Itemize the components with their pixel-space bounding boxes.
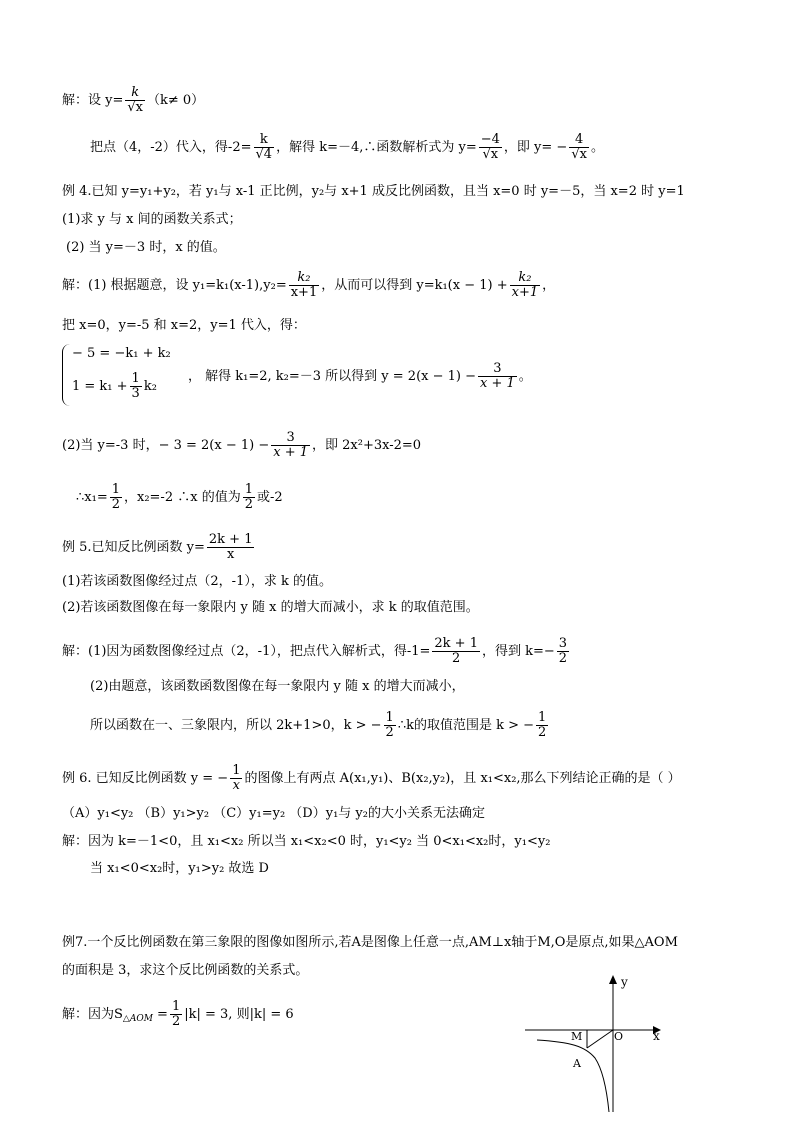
- fraction: $\frac{1}{3}$: [131, 371, 140, 401]
- fraction: $\frac{3}{x + 1}$: [480, 361, 515, 391]
- ex5-solution-2: (2)由题意，该函数函数图像在每一象限内 y 随 x 的增大而减小，: [90, 679, 465, 694]
- ex5-solution-3: 所以函数在一、三象限内，所以 2k+1>0，k > − $\frac{1}{2}$ ∴k的取值范围是 k > − $\frac{1}{2}$: [90, 710, 547, 740]
- ex6-solution-2: 当 x₁<0<x₂时，y₁>y₂ 故选 D: [90, 861, 269, 876]
- line-1: 解：设 y= $\frac{k}{√x}$ （k≠ 0）: [62, 85, 205, 115]
- ex4-q2: (2) 当 y=－3 时，x 的值。: [66, 240, 226, 255]
- fraction: $\frac{k}{√x}$: [127, 85, 143, 115]
- ex5-title: 例 5.已知反比例函数 y= $\frac{2k + 1}{x}$: [62, 532, 253, 562]
- ex4-solution-4: (2)当 y=-3 时，− 3 = 2(x − 1) − $\frac{3}{x + 1}$ ，即 2x²+3x-2=0: [62, 430, 422, 460]
- fraction: $\frac{k}{√4}$: [255, 132, 273, 162]
- y-axis-arrow: [609, 975, 617, 984]
- fraction: $\frac{2k + 1}{2}$: [434, 636, 478, 666]
- hyperbola-curve: [537, 1040, 609, 1112]
- fraction: $\frac{1}{2}$: [385, 710, 394, 740]
- fraction: $\frac{1}{2}$: [171, 999, 181, 1029]
- fraction: $\frac{1}{x}$: [232, 763, 241, 793]
- ex4-solution-2: 把 x=0，y=-5 和 x=2，y=1 代入，得：: [62, 318, 306, 333]
- point-m-label: M: [571, 1030, 583, 1043]
- ex4-q1: (1)求 y 与 x 间的函数关系式；: [62, 212, 242, 227]
- fraction: $\frac{3}{2}$: [558, 636, 568, 666]
- ex5-q1: (1)若该函数图像经过点（2，-1），求 k 的值。: [62, 574, 332, 589]
- text: 解：设 y=: [62, 93, 124, 108]
- fraction: $\frac{1}{2}$: [538, 710, 547, 740]
- origin-label: O: [614, 1030, 624, 1043]
- ex7-title-2: 的面积是 3，求这个反比例函数的关系式。: [62, 963, 309, 978]
- fraction: $\frac{-4}{√x}$: [480, 132, 500, 162]
- ex5-solution-1: 解：(1)因为函数图像经过点（2，-1），把点代入解析式，得-1= $\frac{2k + 1}{2}$ ，得到 k=− $\frac{3}{2}$: [62, 636, 568, 666]
- fraction: $\frac{1}{2}$: [244, 482, 253, 512]
- ex5-q2: (2)若该函数图像在每一象限内 y 随 x 的增大而减小，求 k 的取值范围。: [62, 600, 479, 615]
- fraction: $\frac{4}{√x}$: [571, 132, 587, 162]
- ex4-solution-3: ， 解得 k₁=2, k₂=－3 所以得到 y = 2(x − 1) − $\frac{3}{x + 1}$ 。: [188, 361, 532, 391]
- system-eq-1: − 5 = −k₁ + k₂: [72, 346, 171, 361]
- ex6-title: 例 6. 已知反比例函数 y = − $\frac{1}{x}$ 的图像上有两点 A(x₁,y₁)、B(x₂,y₂)，且 x₁<x₂,那么下列结论正确的是（ ）: [62, 763, 681, 793]
- line-2: 把点（4，-2）代入，得-2= $\frac{k}{√4}$ ，解得 k=－4,∴函数解析式为 y= $\frac{-4}{√x}$ ，即 y= − $\frac{4}{√x}$ 。: [90, 132, 604, 162]
- fraction: $\frac{3}{x + 1}$: [273, 430, 308, 460]
- hyperbola-figure: [525, 972, 675, 1122]
- ao-segment: [587, 1030, 613, 1048]
- ex6-options: （A）y₁<y₂ （B）y₁>y₂ （C）y₁=y₂ （D）y₁与 y₂的大小关系无法确定: [62, 806, 485, 821]
- ex7-title-1: 例7.一个反比例函数在第三象限的图像如图所示,若A是图像上任意一点,AM⊥x轴于M,O是原点,如果△AOM: [62, 935, 678, 950]
- fraction: $\frac{1}{2}$: [111, 482, 120, 512]
- ex4-title: 例 4.已知 y=y₁+y₂，若 y₁与 x-1 正比例，y₂与 x+1 成反比例函数，且当 x=0 时 y=－5，当 x=2 时 y=1: [62, 184, 685, 199]
- point-a-label: A: [573, 1057, 581, 1070]
- ex7-solution-1: 解：因为$S_{\triangle AOM}$ = $\frac{1}{2}$ |k| = 3, 则|k| = 6: [62, 999, 294, 1029]
- fraction: $\frac{\text{k₂}}{x+1}$: [511, 270, 539, 300]
- system-eq-2: 1 = k₁ + $\frac{1}{3}$ k₂: [72, 371, 157, 401]
- ex6-solution-1: 解：因为 k=－1<0，且 x₁<x₂ 所以当 x₁<x₂<0 时，y₁<y₂ 当 0<x₁<x₂时，y₁<y₂: [62, 834, 551, 849]
- x-axis-label: x: [653, 1029, 660, 1043]
- ex4-solution-1: 解：(1) 根据题意，设 y₁=k₁(x-1),y₂= $\frac{\text{k₂}}{x+1}$ ，从而可以得到 y=k₁(x − 1) + $\frac{\text{k₂}}{x+1}$ ，: [62, 270, 556, 300]
- y-axis-label: y: [621, 975, 628, 989]
- fraction: $\frac{2k + 1}{x}$: [208, 532, 253, 562]
- fraction: $\frac{\text{k₂}}{x+1}$: [290, 270, 318, 300]
- ex4-solution-5: ∴x₁= $\frac{1}{2}$ ，x₂=-2 ∴x 的值为 $\frac{1}{2}$ 或-2: [76, 482, 283, 512]
